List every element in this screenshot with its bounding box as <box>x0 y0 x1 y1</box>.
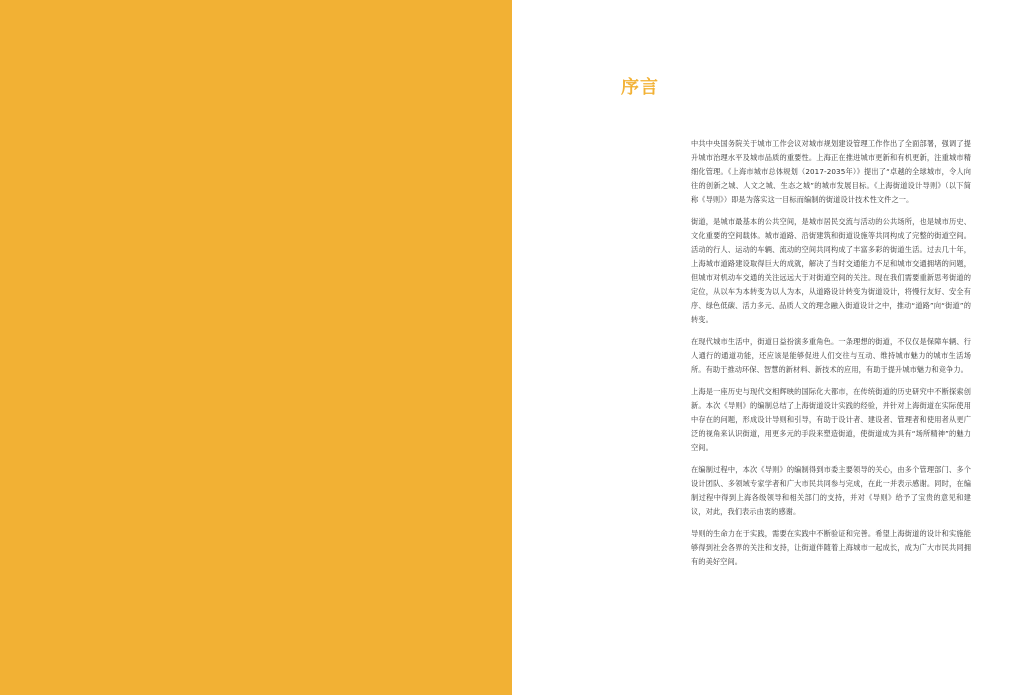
preface-paragraph-3: 在现代城市生活中，街道日益扮演多重角色。一条理想的街道，不仅仅是保障车辆、行人通行的通道功能，还应该是能够促进人们交往与互动、维持城市魅力的城市生活场所。有助于推动环保、智慧的新材料、新技术的应用，有助于提升城市魅力和竞争力。 <box>691 337 971 374</box>
preface-paragraph-1: 中共中央国务院关于城市工作会议对城市规划建设管理工作作出了全面部署，强调了提升城市治理水平及城市品质的重要性。上海正在推进城市更新和有机更新，注重城市精细化管理。《上海市城市总体规划（2017-2035年）》提出了“卓越的全球城市，令人向往的创新之城、人文之城、生态之城”的城市发展目标。《上海街道设计导则》（以下简称《导则》）即是为落实这一目标而编制的街道设计技术性文件之一。 <box>691 139 971 204</box>
preface-body <box>691 137 971 577</box>
page-title: 序言 <box>621 77 659 98</box>
preface-paragraph-4: 上海是一座历史与现代交相辉映的国际化大都市，在传统街道的历史研究中不断探索创新。本次《导则》的编制总结了上海街道设计实践的经验，并针对上海街道在实际使用中存在的问题，形成设计导则和引导，有助于设计者、建设者、管理者和使用者从更广泛的视角来认识街道，用更多元的手段来塑造街道，使街道成为具有“场所精神”的魅力空间。 <box>691 387 971 452</box>
preface-paragraph-2: 街道，是城市最基本的公共空间，是城市居民交流与活动的公共场所，也是城市历史、文化重要的空间载体。城市道路、沿街建筑和街道设施等共同构成了完整的街道空间。活动的行人、运动的车辆、流动的空间共同构成了丰富多彩的街道生活。过去几十年，上海城市道路建设取得巨大的成就，解决了当时交通能力不足和城市交通拥堵的问题，但城市对机动车交通的关注远远大于对街道空间的关注。现在我们需要重新思考街道的定位，从以车为本转变为以人为本，从道路设计转变为街道设计，将慢行友好、安全有序、绿色低碳、活力多元、品质人文的理念融入街道设计之中，推动“道路”向“街道”的转变。 <box>691 217 971 324</box>
preface-paragraph-5: 在编制过程中，本次《导则》的编制得到市委主要领导的关心，由多个管理部门、多个设计团队、多领域专家学者和广大市民共同参与完成，在此一并表示感谢。同时，在编制过程中得到上海各级领导和相关部门的支持，并对《导则》给予了宝贵的意见和建议，对此，我们表示由衷的感谢。 <box>691 465 971 516</box>
preface-paragraph-6: 导则的生命力在于实践，需要在实践中不断验证和完善。希望上海街道的设计和实施能够得到社会各界的关注和支持，让街道伴随着上海城市一起成长，成为广大市民共同拥有的美好空间。 <box>691 529 971 566</box>
